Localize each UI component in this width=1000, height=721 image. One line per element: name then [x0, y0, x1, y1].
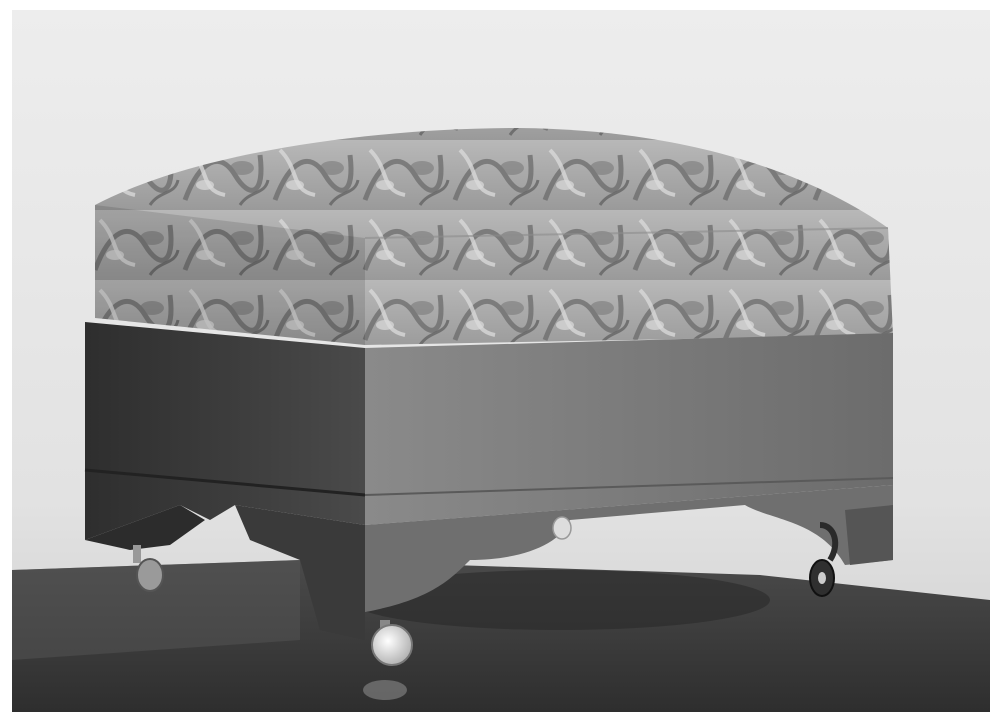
caster-back-right: [553, 517, 571, 539]
floor-reflection: [363, 680, 407, 700]
base-side-panel: [85, 322, 365, 540]
right-front-leg: [845, 505, 893, 565]
